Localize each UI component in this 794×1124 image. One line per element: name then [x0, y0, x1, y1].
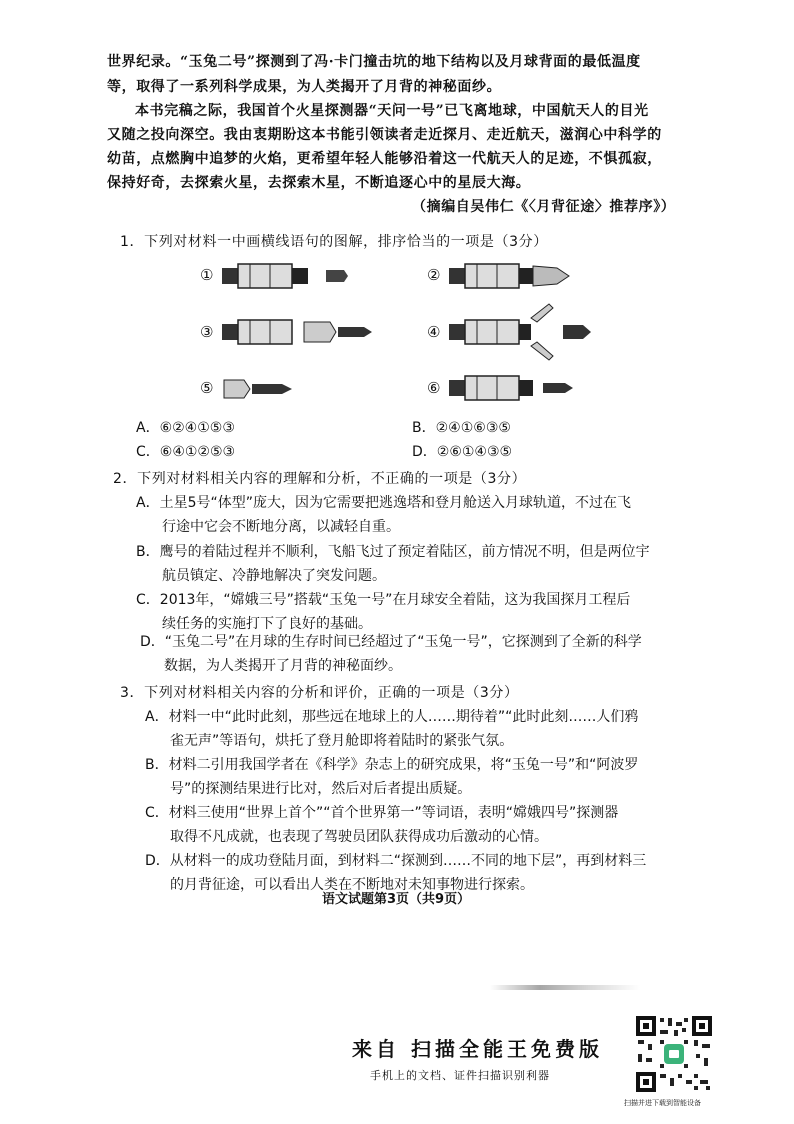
option-text: 2013年，“嫦娥三号”搭载“玉兔一号”在月球安全着陆，这为我国探月工程后	[159, 592, 631, 608]
rocket-diagram-4	[447, 300, 597, 364]
option-letter: D．	[140, 634, 165, 650]
q2-option-c-cont: 续任务的实施打下了良好的基础。	[162, 616, 372, 632]
option-text: ⑥④①②⑤③	[159, 444, 236, 460]
option-letter: C．	[136, 592, 160, 608]
scanner-subtitle: 手机上的文档、证件扫描识别利器	[370, 1069, 550, 1082]
q3-option-a[interactable]	[145, 707, 638, 727]
q3-option-b-cont: 号”的探测结果进行比对，然后对后者提出质疑。	[170, 781, 472, 797]
option-letter: C．	[145, 805, 169, 821]
q3-option-c[interactable]	[145, 803, 618, 823]
option-letter: B．	[136, 544, 160, 560]
passage-line-5: 幼苗，点燃胸中追梦的火焰，更希望年轻人能够沿着这一代航天人的足迹，不惧孤寂，	[107, 151, 662, 167]
qr-caption: 扫描并进下载到智能设备	[624, 1099, 701, 1107]
option-text: “玉兔二号”在月球的生存时间已经超过了“玉兔一号”，它探测到了全新的科学	[164, 634, 642, 650]
q1-option-a[interactable]	[136, 418, 235, 438]
passage-line-4: 又随之投向深空。我由衷期盼这本书能引领读者走近探月、走近航天，滋润心中科学的	[107, 127, 662, 143]
q1-option-d[interactable]	[412, 442, 512, 462]
option-text: ②⑥①④③⑤	[436, 444, 513, 460]
q1-label-3: ③	[200, 323, 214, 341]
rocket-diagram-1	[220, 258, 360, 294]
qr-code-icon	[634, 1014, 714, 1094]
passage-source: （摘编自吴伟仁《〈月背征途〉推荐序》）	[412, 199, 676, 215]
scanner-title: 来自 扫描全能王免费版	[352, 1037, 603, 1061]
option-letter: A．	[145, 709, 169, 725]
q2-option-a-cont: 行途中它会不断地分离，以减轻自重。	[162, 519, 400, 535]
q1-label-6: ⑥	[427, 379, 441, 397]
option-letter: D．	[145, 853, 170, 869]
rocket-diagram-3	[220, 314, 380, 350]
q3-stem: 3．下列对材料相关内容的分析和评价，正确的一项是（3分）	[120, 685, 519, 701]
option-text: 土星5号“体型”庞大，因为它需要把逃逸塔和登月舱送入月球轨道，不过在飞	[159, 495, 631, 511]
option-text: 材料三使用“世界上首个”“首个世界第一”等词语，表明“嫦娥四号”探测器	[168, 805, 619, 821]
q2-option-b[interactable]	[136, 542, 650, 562]
passage-line-6: 保持好奇，去探索火星，去探索木星，不断追逐心中的星辰大海。	[107, 175, 531, 191]
option-letter: C．	[136, 444, 160, 460]
page-number: 语文试题第3页（共9页）	[322, 892, 471, 907]
option-letter: D．	[412, 444, 437, 460]
q2-option-b-cont: 航员镇定、冷静地解决了突发问题。	[162, 568, 386, 584]
q2-option-d[interactable]	[140, 632, 642, 652]
q3-option-c-cont: 取得不凡成就，也表现了驾驶员团队获得成功后激动的心情。	[170, 829, 548, 845]
q3-option-d[interactable]	[145, 851, 646, 871]
option-text: 材料一中“此时此刻，那些远在地球上的人……期待着”“此时此刻……人们鸦	[168, 709, 639, 725]
option-text: ⑥②④①⑤③	[159, 420, 235, 436]
q2-stem: 2．下列对材料相关内容的理解和分析，不正确的一项是（3分）	[113, 471, 527, 487]
option-letter: A．	[136, 420, 160, 436]
option-text: 鹰号的着陆过程并不顺利，飞船飞过了预定着陆区，前方情况不明，但是两位宇	[159, 544, 650, 560]
passage-line-1: 世界纪录。“玉兔二号”探测到了冯·卡门撞击坑的地下结构以及月球背面的最低温度	[107, 54, 641, 70]
rocket-diagram-5	[220, 372, 320, 406]
passage-line-2: 等，取得了一系列科学成果，为人类揭开了月背的神秘面纱。	[107, 79, 502, 95]
q1-stem: 1．下列对材料一中画横线语句的图解，排序恰当的一项是（3分）	[120, 234, 548, 250]
q2-option-c[interactable]	[136, 590, 630, 610]
q1-label-2: ②	[427, 266, 441, 284]
q1-option-c[interactable]	[136, 442, 235, 462]
q1-label-5: ⑤	[200, 379, 214, 397]
option-text: 材料二引用我国学者在《科学》杂志上的研究成果，将“玉兔一号”和“阿波罗	[168, 757, 639, 773]
q1-label-1: ①	[200, 266, 214, 284]
option-letter: B．	[145, 757, 169, 773]
q2-option-a[interactable]	[136, 493, 631, 513]
rocket-diagram-2	[447, 258, 587, 294]
rocket-diagram-6	[447, 370, 587, 406]
scan-smudge	[490, 985, 640, 990]
option-text: 从材料一的成功登陆月面，到材料二“探测到……不同的地下层”，再到材料三	[169, 853, 647, 869]
q1-option-b[interactable]	[412, 418, 511, 438]
option-letter: B．	[412, 420, 436, 436]
q2-option-d-cont: 数据，为人类揭开了月背的神秘面纱。	[164, 658, 402, 674]
q3-option-d-cont: 的月背征途，可以看出人类在不断地对未知事物进行探索。	[170, 877, 534, 893]
q3-option-b[interactable]	[145, 755, 638, 775]
q1-label-4: ④	[427, 323, 441, 341]
passage-line-3: 本书完稿之际，我国首个火星探测器“天问一号”已飞离地球，中国航天人的目光	[135, 103, 649, 119]
option-text: ②④①⑥③⑤	[435, 420, 511, 436]
q3-option-a-cont: 雀无声”等语句，烘托了登月舱即将着陆时的紧张气氛。	[170, 733, 514, 749]
option-letter: A．	[136, 495, 160, 511]
